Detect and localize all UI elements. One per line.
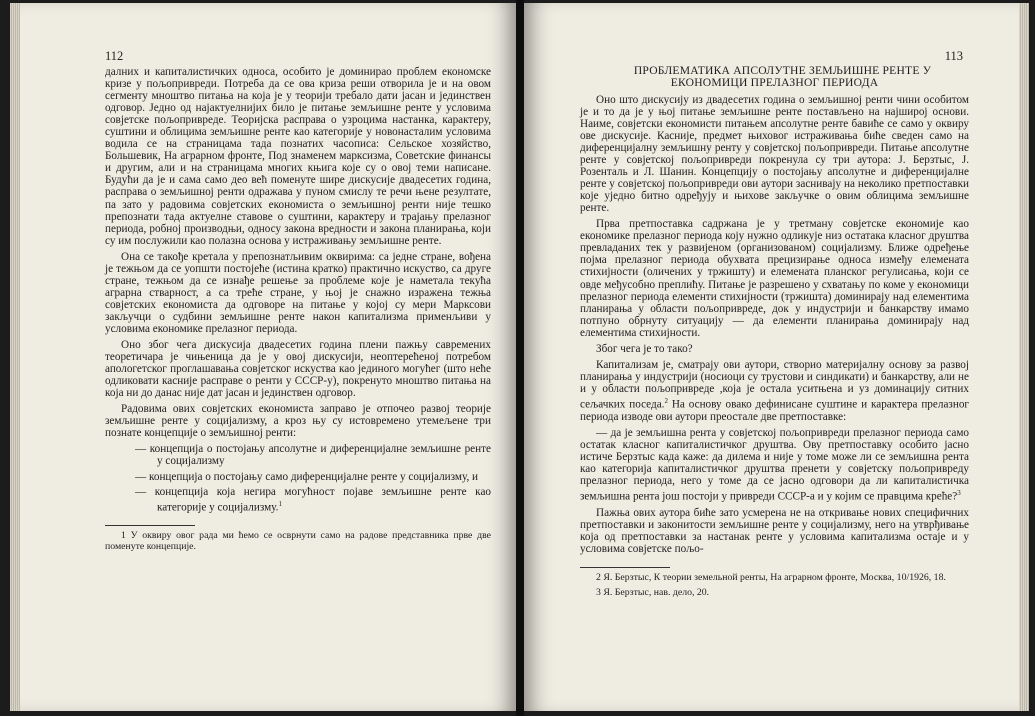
- footnote-rule: [580, 567, 670, 568]
- paragraph: Због чега је то тако?: [596, 342, 693, 355]
- page-edge: [1019, 3, 1029, 711]
- list-item: — концепција о постојању апсолутне и диференцијалне земљишне ренте у социјализму: [135, 443, 491, 468]
- paragraph: [580, 359, 969, 423]
- footnote-mark: 3: [957, 489, 961, 497]
- chapter-heading: [580, 65, 969, 90]
- book-gutter: [516, 0, 524, 716]
- left-page: [10, 3, 516, 711]
- paragraph: Прва претпоставка садржана је у третману совјетске економије као економике прелазног периода коју нужно одликује низ остатака класног друштва превладаних тек у развијеном (организованом) социјализму. Ближе одређење појма прелазног периода обухвата прецизирање односа између елемената стихијности (оличених у тржишту) и елемената планског регулисања, који се овде међусобно преплићу. Питање је разрешено у схватању по коме у економици прелазног периода елементи стихијности (тржишта) доминирају над елементима планирања у области пољопривреде, док у индустрији и банкарству имамо потпуно обрнуту ситуацију — да елементи планирања доминирају над елементима стихијности.: [580, 218, 969, 339]
- paragraph: [580, 427, 969, 503]
- heading-line: ЕКОНОМИЦИ ПРЕЛАЗНОГ ПЕРИОДА: [670, 76, 879, 90]
- paragraph: Оно због чега дискусија двадесетих година плени пажњу савремених теоретичара је чињеница да је у овој дискусији, неоптерећеној потребом апологетског проглашавања совјетског искуства као јединого могућег (што неће одликовати касније расправе о ренти у СССР-у), покренуто мноштво питања на која ни до данас није дат јасан и јединствен одговор.: [105, 339, 491, 400]
- concept-list: [105, 443, 491, 513]
- paragraph-text: На основу овако дефинисане суштине и карактера прелазног периода изводе ови аутори преостале две претпоставке:: [580, 398, 969, 423]
- paragraph: Радовима ових совјетских економиста заправо је отпочео развој теорије земљишне ренте у социјализму, а кроз њу су истовремено утемељене три познате концепције о земљишној ренти:: [105, 403, 491, 440]
- right-page: [524, 3, 1029, 711]
- paragraph: Пажња ових аутора биће зато усмерена не на откривање нових специфичних претпоставки и законитости земљишне ренте у социјализму, него на утврђивање која од претпоставки за настанак ренте у условима капитализма остаје и у условима совјетске пољо-: [580, 506, 969, 555]
- page-number: 112: [105, 49, 124, 63]
- paragraph: Оно што дискусију из двадесетих година о земљишној ренти чини особитом је и то да је у њој питање земљишне ренте постављено на најширој основи. Наиме, совјетски економисти питањем апсолутне ренте бавиће се само у оквиру ове дискусије. Касније, предмет њиховог истраживања биће сведен само на диференцијалну земљишну ренту у совјетској пољопривреди. Питање апсолутне ренте у совјетској пољопривреди покренула су три аутора: Ј. Берзтыс, Ј. Розенталь и Л. Шанин. Концепцију о постојању апсолутне и диференцијалне ренте у совјетској пољопривреди ови аутори заснивају на неколико претпоставки које уједно битно одређују и њихове закључке о овим облицима земљишне ренте.: [580, 93, 969, 215]
- paragraph: далних и капиталистичких односа, особито је доминирао проблем економске кризе у пољопривреди. Потреба да се ова криза реши отворила је и на овом сегменту мноштво питања на која је у теорији требало дати јасан и јединствен одговор. Једно од најактуелнијих било је питање земљишне ренте у условима совјетске пољопривреде. Теоријска расправа о узроцима настанка, карактеру, суштини и облицима земљишне ренте као категорије у новонасталим условима водила се на страницама тада познатих часописа: Сельское хозяйство, Большевик, На аграрном фронте, Под знаменем марксизма, Советские финансы и другим, али и на страницама многих књига које су о овој теми написане. Будући да је и сама само део већ поменуте шире дискусије двадесетих година, расправа о земљишној ренти одражава у пуном смислу те речи њене резултате, па зато у радовима совјетских економиста о земљишној ренти није тешко препознати тада актуелне ставове о суштини, карактеру и трајању прелазног периода, робној производњи, односу закона вредности и закона планирања, који су им послужили као полазна основа у истраживању земљишне ренте.: [105, 66, 491, 247]
- footnote: 3 Я. Берзтыс, нав. дело, 20.: [596, 586, 710, 598]
- list-item: — концепција о постојању само диференцијалне ренте у социјализму, и: [135, 470, 479, 483]
- list-item-text: — концепција која негира могућност појаве земљишне ренте као категорије у социјализму.: [135, 485, 491, 514]
- footnote-mark: 2: [664, 396, 668, 405]
- paragraph-text: — да је земљишна рента у совјетској пољопривреди прелазног периода само остатак класног капиталистичког друштва. Ову претпоставку особито јасно истиче Берзтыс када каже: да дилема и није у томе може ли се земљишна рента као категорија капиталистичког друштва пренети у совјетску пољопривреду прелазног периода, него у томе да се јасно одговори да ли капиталистичка земљишна рента још постоји у привреди СССР-а и у којим се правцима креће?: [580, 426, 969, 503]
- footnote: 2 Я. Берзтыс, К теории земельной ренты, На аграрном фронте, Москва, 10/1926, 18.: [596, 571, 946, 583]
- right-page-text: [580, 65, 969, 602]
- page-number: 113: [944, 49, 963, 63]
- list-item: [105, 486, 491, 514]
- heading-line: ПРОБЛЕМАТИКА АПСОЛУТНЕ ЗЕМЉИШНЕ РЕНТЕ У: [633, 64, 932, 77]
- footnote: 1 У оквиру овог рада ми ћемо се осврнути само на радове представника прве две поменуте концепције.: [105, 530, 491, 553]
- left-page-text: [105, 66, 491, 556]
- page-edge: [10, 3, 20, 711]
- footnote-rule: [105, 525, 195, 526]
- paragraph: Она се такође кретала у препознатљивим оквирима: са једне стране, вођена је тежњом да се уопшти постојеће (истина кратко) практично искуство, са друге стране, тежњом да се изнађе решење за проблеме које је наметала текућа аграрна стварност, а са треће стране, у њој је снажно изражена тежња совјетских економиста да одговоре на питање у којој су мери Марксови закључци о судбини земљишне ренте након капитализма применљиви у условима економике прелазног периода.: [105, 250, 491, 335]
- footnote-mark: 1: [278, 499, 282, 508]
- paragraph-text: Капитализам је, сматрају ови аутори, створио материјалну основу за развој планирања у индустрији (носиоци су трустови и синдикати) и банкарству, али не и у области пољопривреде ,која је остала уситњена и уз доминацију ситних сељачких поседа.: [580, 358, 969, 411]
